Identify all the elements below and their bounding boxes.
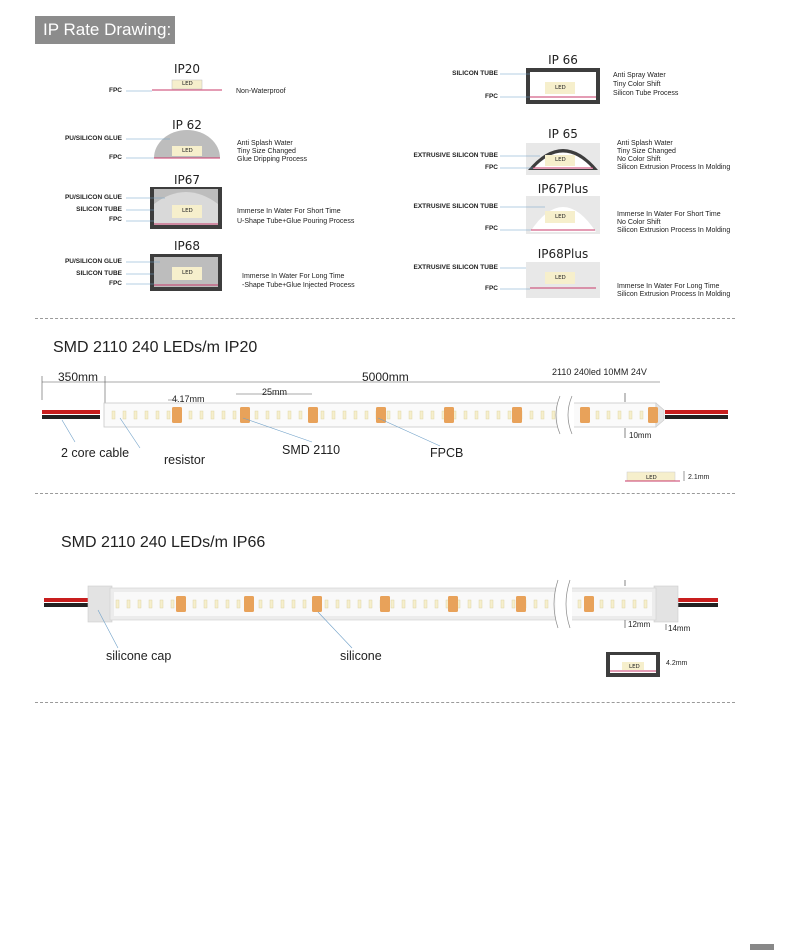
led-chip xyxy=(167,411,170,419)
ip68-title: IP68 xyxy=(173,239,201,253)
divider xyxy=(35,702,735,703)
ip20-drawing xyxy=(126,80,222,91)
led-label: LED xyxy=(182,208,193,214)
glue-label: PU/SILICON GLUE xyxy=(64,258,122,265)
copper-pad xyxy=(312,596,322,612)
led-chip xyxy=(255,411,258,419)
ip20-title: IP20 xyxy=(173,62,201,76)
led-chip xyxy=(365,411,368,419)
led-chip xyxy=(303,600,306,608)
led-chip xyxy=(321,411,324,419)
ip65-title: IP 65 xyxy=(548,127,578,141)
ip68plus-title: IP68Plus xyxy=(537,247,589,261)
strip2-height: 4.2mm xyxy=(666,660,688,667)
copper-pad xyxy=(648,407,658,423)
led-label: LED xyxy=(555,157,566,163)
led-chip xyxy=(134,411,137,419)
extrusive-tube-label: EXTRUSIVE SILICON TUBE xyxy=(413,203,498,210)
ip20-desc: Non-Waterproof xyxy=(236,88,286,95)
led-label: LED xyxy=(182,270,193,276)
ip66-title: IP 66 xyxy=(548,53,578,67)
resistor-callout: resistor xyxy=(164,453,205,467)
ip67-drawing xyxy=(126,187,222,229)
led-chip xyxy=(237,600,240,608)
ip67plus-title: IP67Plus xyxy=(537,182,589,196)
page-corner-mark xyxy=(750,944,774,950)
copper-pad xyxy=(176,596,186,612)
led-chip xyxy=(299,411,302,419)
led-chip xyxy=(123,411,126,419)
led-chip xyxy=(343,411,346,419)
fpc-label: FPC xyxy=(109,216,122,223)
led-chip xyxy=(578,600,581,608)
ip67-desc: Immerse In Water For Short Time U-Shape Tube+Glue Pouring Process xyxy=(237,208,355,225)
led-chip xyxy=(288,411,291,419)
led-chip xyxy=(138,600,141,608)
silicon-tube-label: SILICON TUBE xyxy=(76,206,122,213)
led-chip xyxy=(622,600,625,608)
led-chip xyxy=(545,600,548,608)
copper-pad xyxy=(512,407,522,423)
led-chip xyxy=(475,411,478,419)
led-chip xyxy=(116,600,119,608)
copper-pad xyxy=(244,596,254,612)
led-chip xyxy=(204,600,207,608)
copper-pad xyxy=(376,407,386,423)
copper-pad xyxy=(172,407,182,423)
led-chip xyxy=(145,411,148,419)
led-chip xyxy=(233,411,236,419)
led-chip xyxy=(193,600,196,608)
ip65-desc: Anti Splash Water Tiny Size Changed No Color Shift Silicon Extrusion Process In Molding xyxy=(617,140,731,171)
divider xyxy=(35,318,735,319)
led-chip xyxy=(629,411,632,419)
glue-label: PU/SILICON GLUE xyxy=(64,194,122,201)
copper-pad xyxy=(240,407,250,423)
led-chip xyxy=(435,600,438,608)
led-chip xyxy=(596,411,599,419)
led-chip xyxy=(607,411,610,419)
led-chip xyxy=(541,411,544,419)
led-chip xyxy=(277,411,280,419)
led-label: LED xyxy=(182,81,193,87)
led-chip xyxy=(336,600,339,608)
led-chip xyxy=(479,600,482,608)
extrusive-tube-label: EXTRUSIVE SILICON TUBE xyxy=(413,152,498,159)
ip68plus-desc: Immerse In Water For Long Time Silicon Extrusion Process In Molding xyxy=(617,283,731,298)
led-chip xyxy=(409,411,412,419)
fpcb-callout: FPCB xyxy=(430,446,464,460)
led-chip xyxy=(497,411,500,419)
led-chip xyxy=(332,411,335,419)
copper-pad xyxy=(516,596,526,612)
fpc-label: FPC xyxy=(109,280,122,287)
smd-callout: SMD 2110 xyxy=(282,443,341,457)
led-chip xyxy=(512,600,515,608)
led-chip xyxy=(160,600,163,608)
ip67-title: IP67 xyxy=(173,173,201,187)
led-chip xyxy=(358,600,361,608)
led-chip xyxy=(391,600,394,608)
copper-pad xyxy=(580,407,590,423)
led-label: LED xyxy=(629,664,640,670)
strip2-outer: 14mm xyxy=(668,624,691,633)
led-chip xyxy=(226,600,229,608)
section-header: IP Rate Drawing: xyxy=(35,16,175,44)
led-chip xyxy=(354,411,357,419)
ip68-drawing xyxy=(126,254,222,291)
led-chip xyxy=(211,411,214,419)
strip1-spec: 2110 240led 10MM 24V xyxy=(552,367,647,377)
led-chip xyxy=(618,411,621,419)
led-chip xyxy=(292,600,295,608)
led-chip xyxy=(281,600,284,608)
fpc-label: FPC xyxy=(109,87,122,94)
led-chip xyxy=(508,411,511,419)
strip1-width: 10mm xyxy=(629,431,652,440)
ip62-desc: Anti Splash Water Tiny Size Changed Glue Dripping Process xyxy=(237,140,308,163)
ip62-title: IP 62 xyxy=(172,118,202,132)
copper-pad xyxy=(308,407,318,423)
led-chip xyxy=(369,600,372,608)
led-chip xyxy=(171,600,174,608)
led-label: LED xyxy=(555,275,566,281)
fpc-label: FPC xyxy=(485,164,498,171)
led-chip xyxy=(222,411,225,419)
ip67plus-desc: Immerse In Water For Short Time No Color Shift Silicon Extrusion Process In Molding xyxy=(617,211,731,234)
led-chip xyxy=(420,411,423,419)
led-chip xyxy=(468,600,471,608)
led-chip xyxy=(387,411,390,419)
glue-label: PU/SILICON GLUE xyxy=(64,135,122,142)
extrusive-tube-label: EXTRUSIVE SILICON TUBE xyxy=(413,264,498,271)
fpc-label: FPC xyxy=(485,93,498,100)
led-label: LED xyxy=(646,475,657,481)
led-chip xyxy=(156,411,159,419)
strip1-title: SMD 2110 240 LEDs/m IP20 xyxy=(53,339,258,356)
strip1-height: 2.1mm xyxy=(688,474,710,481)
led-chip xyxy=(600,600,603,608)
led-label: LED xyxy=(555,214,566,220)
led-chip xyxy=(398,411,401,419)
fpc-label: FPC xyxy=(485,225,498,232)
led-chip xyxy=(644,600,647,608)
led-chip xyxy=(534,600,537,608)
led-chip xyxy=(200,411,203,419)
led-chip xyxy=(402,600,405,608)
copper-pad xyxy=(448,596,458,612)
led-label: LED xyxy=(182,148,193,154)
strip2-title: SMD 2110 240 LEDs/m IP66 xyxy=(61,534,266,551)
led-chip xyxy=(501,600,504,608)
led-chip xyxy=(413,600,416,608)
fpc-label: FPC xyxy=(109,154,122,161)
led-chip xyxy=(127,600,130,608)
ip62-drawing xyxy=(126,130,220,158)
led-chip xyxy=(347,600,350,608)
dim-pitch: 4.17mm xyxy=(172,394,205,404)
led-chip xyxy=(325,600,328,608)
silicon-tube-label: SILICON TUBE xyxy=(452,70,498,77)
led-chip xyxy=(552,411,555,419)
led-chip xyxy=(640,411,643,419)
divider xyxy=(35,493,735,494)
copper-pad xyxy=(380,596,390,612)
ip68-desc: Immerse In Water For Long Time -Shape Tube+Glue Injected Process xyxy=(242,273,355,289)
led-chip xyxy=(149,600,152,608)
led-chip xyxy=(189,411,192,419)
dim-left: 350mm xyxy=(58,370,99,384)
dim-total: 5000mm xyxy=(362,370,409,384)
ip65-drawing xyxy=(500,143,600,175)
led-label: LED xyxy=(555,85,566,91)
dim-cut: 25mm xyxy=(262,387,288,397)
led-chip xyxy=(270,600,273,608)
fpc-label: FPC xyxy=(485,285,498,292)
led-chip xyxy=(633,600,636,608)
silicon-tube-label: SILICON TUBE xyxy=(76,270,122,277)
led-chip xyxy=(530,411,533,419)
led-chip xyxy=(611,600,614,608)
ip68plus-drawing xyxy=(500,262,600,298)
strip2-width: 12mm xyxy=(628,620,651,629)
silicone-callout: silicone xyxy=(340,649,382,663)
led-chip xyxy=(215,600,218,608)
led-chip xyxy=(464,411,467,419)
led-chip xyxy=(266,411,269,419)
copper-pad xyxy=(584,596,594,612)
cap-callout: silicone cap xyxy=(106,649,172,663)
led-chip xyxy=(259,600,262,608)
copper-pad xyxy=(444,407,454,423)
led-chip xyxy=(490,600,493,608)
cable-callout: 2 core cable xyxy=(61,446,130,460)
led-chip xyxy=(486,411,489,419)
led-chip xyxy=(431,411,434,419)
ip66-desc: Anti Spray Water Tiny Color Shift Silicon Tube Process xyxy=(613,72,679,97)
led-chip xyxy=(112,411,115,419)
ip67plus-drawing xyxy=(500,196,600,234)
led-chip xyxy=(424,600,427,608)
ip66-drawing xyxy=(500,68,600,104)
